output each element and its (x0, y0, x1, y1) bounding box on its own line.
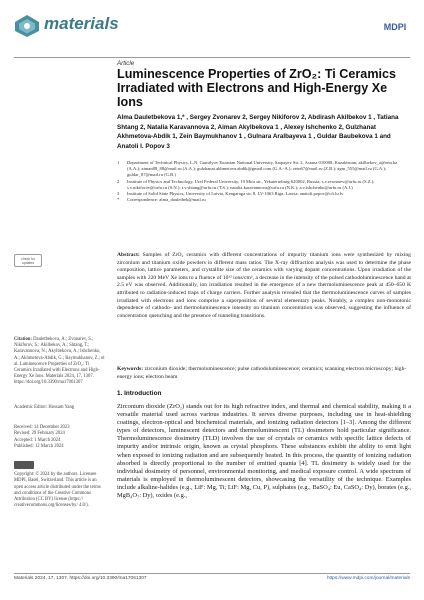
journal-header (14, 10, 410, 44)
affiliations (117, 160, 411, 203)
abstract (117, 252, 411, 320)
citation-label: Citation: (14, 337, 32, 342)
footer-citation[interactable]: Materials 2024, 17, 1307. https://doi.org/10.3390/ma17061307 (14, 576, 147, 581)
publication-dates (14, 425, 106, 450)
header-divider (14, 57, 410, 58)
article-title: Luminescence Properties of ZrO₂: Ti Ceramics Irradiated with Electrons and High-Energy Xe Ions (117, 67, 397, 110)
footer-divider (14, 573, 410, 574)
journal-name[interactable]: materials (44, 14, 119, 33)
affiliation-1: 1 Department of Technical Physics, L.N. Gumilyov Eurasian National University, Satpayev Str. 2, Astana 010008, Kazakhstan; akilbekov_a@enu.kz (A.A.); aiman88_88@mail.ru (A.A.); gulzhanat.akhmetova.abdik@gmail.com (G.A.-A.); zein67@mail.ru (Z.B.); agm_555@mail.ru (G.A.); guldar_87@mail.ru (G.B.) (117, 160, 398, 178)
section-heading: 1. Introduction (117, 390, 162, 397)
keywords-text: zirconium dioxide; thermoluminescence; pulse cathodoluminescence; ceramics; scanning electron microscopy; high-energy ions; electron beam (117, 366, 407, 380)
footer-journal-link[interactable]: https://www.mdpi.com/journal/materials (326, 576, 410, 581)
date-revised: Revised: 29 February 2024 (14, 431, 65, 437)
date-received: Received: 14 December 2023 (14, 425, 70, 430)
journal-logo-icon (14, 14, 40, 38)
affiliation-2: 2 Institute of Physics and Technology, Ural Federal University, 19 Mira str., Yekaterinburg 620002, Russia; s.v.zvonarev@urfu.ru (S.Z.); s.v.nikiforov@urfu.ru (S.N.); t.v.shtang@urfu.ru (T.S.); natalia.karavannova@urfu.ru (N.K.); a.v.ishchenko@urfu.ru (A.I.) (117, 178, 375, 190)
academic-editor: Academic Editor: Hossam Yang (14, 405, 75, 410)
mdpi-wordmark: MDPI (383, 22, 407, 32)
date-published: Published: 12 March 2024 (14, 443, 64, 449)
introduction-text: Zirconium dioxide (ZrO₂) stands out for its high refractive index, and thermal and chemical stability, making it a versatile material used across various industries. It serves diverse purposes, including use in heat-shielding coatings, electron-optical and biochemical materials, and ionizing radiation detectors [1–3]. Among the different types of detectors, luminescent detectors and thermoluminescent (TL) dosimeters hold particular significance. Thermoluminescence dosimetry (TLD) involves the use of crystals or ceramics with specific lattice defects of impurity and/or intrinsic origin, known as crystal phosphors. These substances exhibit the ability to emit light when exposed to ionizing radiation and are subsequently heated. In this process, the quantity of ionizing radiation absorbed is directly proportional to the number of emitted quanta [4]. TL dosimetry is widely used for the individual dosimetry of personnel, environmental monitoring, and medical exposure control. A wide spectrum of materials is employed in thermoluminescent detectors, showcasing the versatility of the technique. Examples include alkaline-halides (e.g., LiF: Mg, Ti; LiF: Mg, Cu, P), sulphates (e.g., BaSO₄: Eu, CaSO₄: Dy), borates (e.g., MgB₄O₇: Dy), oxides (e.g., (117, 403, 411, 500)
cc-license-icon[interactable] (14, 461, 34, 469)
article-type: Article (117, 60, 135, 67)
citation-text: Dauletbekova, A.; Zvonarev, S.; Nikiforov, S.; Akilbekov, A.; Shtang, T.; Karavannova, N.; Akylbekova, A.; Ishchenko, A.; Akhmetova-Abdik, G.; Baymukhanov, Z.; et al. Luminescence Properties of ZrO₂: Ti Ceramics Irradiated with Electrons and High-Energy Xe Ions. Materials 2024, 17, 1307. https://doi.org/10.3390/ma17061307 (14, 337, 105, 386)
keywords (117, 366, 411, 381)
author-list: Alma Dauletbekova 1,* , Sergey Zvonarev 2, Sergey Nikiforov 2, Abdirash Akilbekov 1 , Tatiana Shtang 2, Natalia Karavannova 2, Aiman Akylbekova 1 , Alexey Ishchenko 2, Gulzhanat Akhmetova-Abdik 1, Zein Baymukhanov 1 , Gulnara Aralbayeva 1 , Guldar Baubekova 1 and Anatoli I. Popov 3 (117, 114, 399, 150)
copyright-notice: Copyright: © 2024 by the authors. Licensee MDPI, Basel, Switzerland. This article is an open access article distributed under the terms and conditions of the Creative Commons Attribution (CC BY) license (https:// creativecommons.org/licenses/by/ 4.0/). (14, 472, 101, 509)
abstract-label: Abstract: (117, 252, 140, 258)
mdpi-logo-icon[interactable] (380, 16, 410, 37)
citation-block (14, 337, 106, 387)
affiliation-3: 3 Institute of Solid State Physics, University of Latvia, Kengaraga str. 8, LV-1063 Riga, Latvia; anatoli.popov@cfi.lu.lv (117, 191, 344, 197)
abstract-text: Samples of ZrO₂ ceramics with different concentrations of impurity titanium ions were synthesized by mixing zirconium and titanium oxide powders in different mass ratios. The X-ray diffraction analysis was used to determine the phase composition, lattice parameters, and crystallite size of the ceramics with varying dopant concentrations. Upon irradiation of the samples with 220 MeV Xe ions to a fluence of 10¹² ions/cm², a decrease in the intensity of the pulsed cathodoluminescence band at 2.5 eV was observed. Additionally, ion irradiation resulted in the emergence of a new thermoluminescence peak at 450–650 K attributed to radiation-induced traps of charge carriers. Further analysis revealed that the thermoluminescence curves of samples irradiated with electrons and ions comprise a superposition of several elementary peaks. Notably, a complex non-monotonic dependence of cathodo- and thermoluminescence intensity on titanium concentration was observed, suggesting the influence of concentration quenching and the presence of tunneling transitions. (117, 252, 411, 319)
keywords-label: Keywords: (117, 366, 144, 372)
correspondence: * Correspondence: alma_dauletbek@mail.ru (117, 197, 206, 203)
date-accepted: Accepted: 1 March 2024 (14, 437, 61, 443)
check-for-updates-badge[interactable]: check for updates (14, 254, 42, 267)
